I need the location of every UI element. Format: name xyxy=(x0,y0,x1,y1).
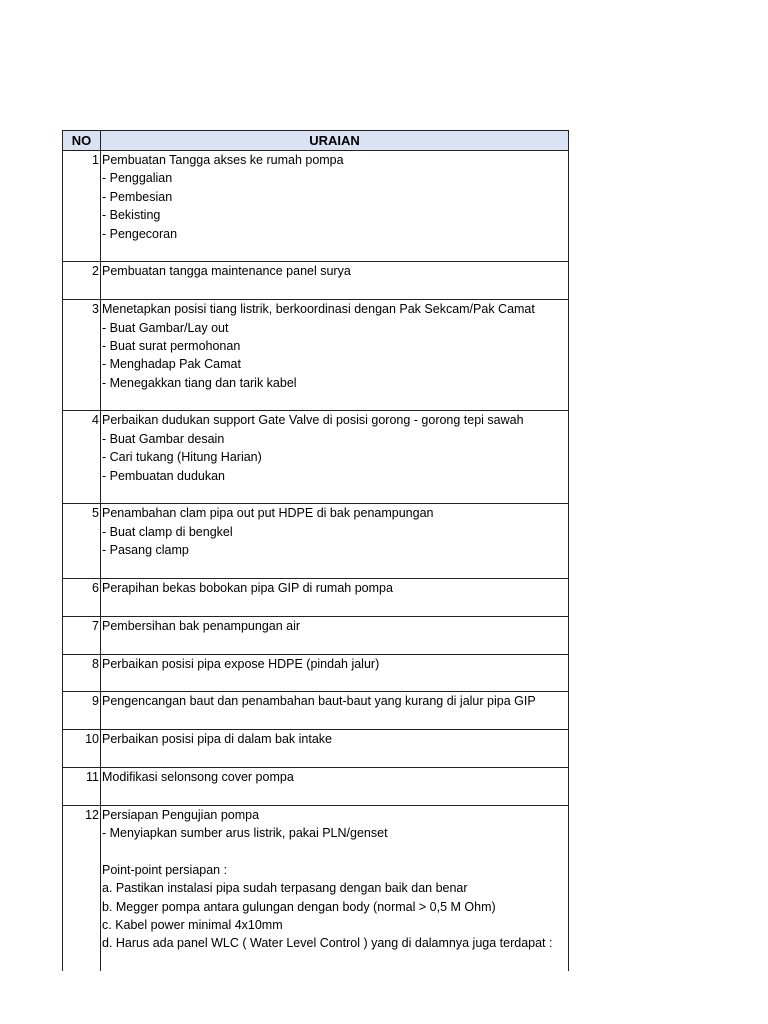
description-line: Modifikasi selonsong cover pompa xyxy=(102,769,294,784)
row-description xyxy=(101,504,569,579)
description-line: - Buat clamp di bengkel xyxy=(102,524,233,539)
description-line: Pembersihan bak penampungan air xyxy=(102,618,301,633)
description-line: - Cari tukang (Hitung Harian) xyxy=(102,450,262,465)
description-line: Perbaikan posisi pipa expose HDPE (pindah jalur) xyxy=(102,656,380,671)
row-number: 1 xyxy=(63,151,101,262)
row-description xyxy=(101,578,569,616)
table-row xyxy=(63,578,569,616)
row-number: 6 xyxy=(63,578,101,616)
description-line: - Pembuatan dudukan xyxy=(102,468,226,483)
row-description xyxy=(101,767,569,805)
row-description xyxy=(101,692,569,730)
description-line xyxy=(102,786,568,804)
description-line: Pembuatan tangga maintenance panel surya xyxy=(102,264,351,279)
description-line: - Menegakkan tiang dan tarik kabel xyxy=(102,375,297,390)
table-row xyxy=(63,151,569,262)
row-number: 3 xyxy=(63,300,101,411)
table-row xyxy=(63,616,569,654)
row-number: 12 xyxy=(63,805,101,971)
row-number: 5 xyxy=(63,504,101,579)
row-description xyxy=(101,805,569,971)
table-row xyxy=(63,654,569,692)
row-description xyxy=(101,300,569,411)
description-line xyxy=(102,635,568,653)
row-number: 4 xyxy=(63,411,101,504)
description-line: - Menyiapkan sumber arus listrik, pakai PLN/genset xyxy=(102,826,388,841)
description-line: - Menghadap Pak Camat xyxy=(102,357,241,372)
description-line: c. Kabel power minimal 4x10mm xyxy=(102,918,283,933)
work-items-table xyxy=(62,130,569,971)
description-line: Pembuatan Tangga akses ke rumah pompa xyxy=(102,153,344,167)
description-line xyxy=(102,281,568,299)
row-description xyxy=(101,730,569,768)
row-description xyxy=(101,654,569,692)
description-line: Point-point persiapan : xyxy=(102,862,228,877)
row-description xyxy=(101,262,569,300)
description-line: - Pasang clamp xyxy=(102,543,189,558)
row-number: 2 xyxy=(63,262,101,300)
spreadsheet-page xyxy=(62,130,568,951)
table-body xyxy=(63,151,569,972)
table-row xyxy=(63,504,569,579)
row-number: 7 xyxy=(63,616,101,654)
row-description xyxy=(101,411,569,504)
header-uraian: URAIAN xyxy=(101,131,569,151)
description-line: Perbaikan posisi pipa di dalam bak intake xyxy=(102,732,332,747)
row-description xyxy=(101,151,569,262)
description-line xyxy=(102,485,568,503)
description-line: - Pembesian xyxy=(102,189,173,204)
table-header-row xyxy=(63,131,569,151)
description-line: - Buat surat permohonan xyxy=(102,338,241,353)
description-line: Menetapkan posisi tiang listrik, berkoordinasi dengan Pak Sekcam/Pak Camat xyxy=(102,302,535,317)
description-line: d. Harus ada panel WLC ( Water Level Control ) yang di dalamnya juga terdapat : xyxy=(102,936,553,951)
table-row xyxy=(63,262,569,300)
description-line xyxy=(102,842,568,860)
description-line xyxy=(102,953,568,971)
description-line: a. Pastikan instalasi pipa sudah terpasang dengan baik dan benar xyxy=(102,881,468,896)
description-line: - Buat Gambar/Lay out xyxy=(102,320,229,335)
description-line xyxy=(102,673,568,691)
description-line: - Buat Gambar desain xyxy=(102,431,225,446)
description-line xyxy=(102,560,568,578)
description-line xyxy=(102,711,568,729)
description-line: Persiapan Pengujian pompa xyxy=(102,807,260,822)
description-line: - Penggalian xyxy=(102,171,173,186)
table-row xyxy=(63,805,569,971)
header-no: NO xyxy=(63,131,101,151)
description-line: - Pengecoran xyxy=(102,226,178,241)
row-number: 11 xyxy=(63,767,101,805)
description-line xyxy=(102,749,568,767)
description-line xyxy=(102,392,568,410)
description-line: Penambahan clam pipa out put HDPE di bak penampungan xyxy=(102,506,434,521)
table-row xyxy=(63,300,569,411)
description-line xyxy=(102,597,568,615)
description-line xyxy=(102,243,568,261)
description-line: Pengencangan baut dan penambahan baut-baut yang kurang di jalur pipa GIP xyxy=(102,694,536,709)
table-row xyxy=(63,411,569,504)
table-row xyxy=(63,730,569,768)
description-line: - Bekisting xyxy=(102,208,161,223)
row-description xyxy=(101,616,569,654)
row-number: 8 xyxy=(63,654,101,692)
table-row xyxy=(63,767,569,805)
row-number: 9 xyxy=(63,692,101,730)
description-line: Perapihan bekas bobokan pipa GIP di rumah pompa xyxy=(102,580,393,595)
row-number: 10 xyxy=(63,730,101,768)
description-line: b. Megger pompa antara gulungan dengan body (normal > 0,5 M Ohm) xyxy=(102,899,496,914)
description-line: Perbaikan dudukan support Gate Valve di posisi gorong - gorong tepi sawah xyxy=(102,413,524,428)
table-row xyxy=(63,692,569,730)
